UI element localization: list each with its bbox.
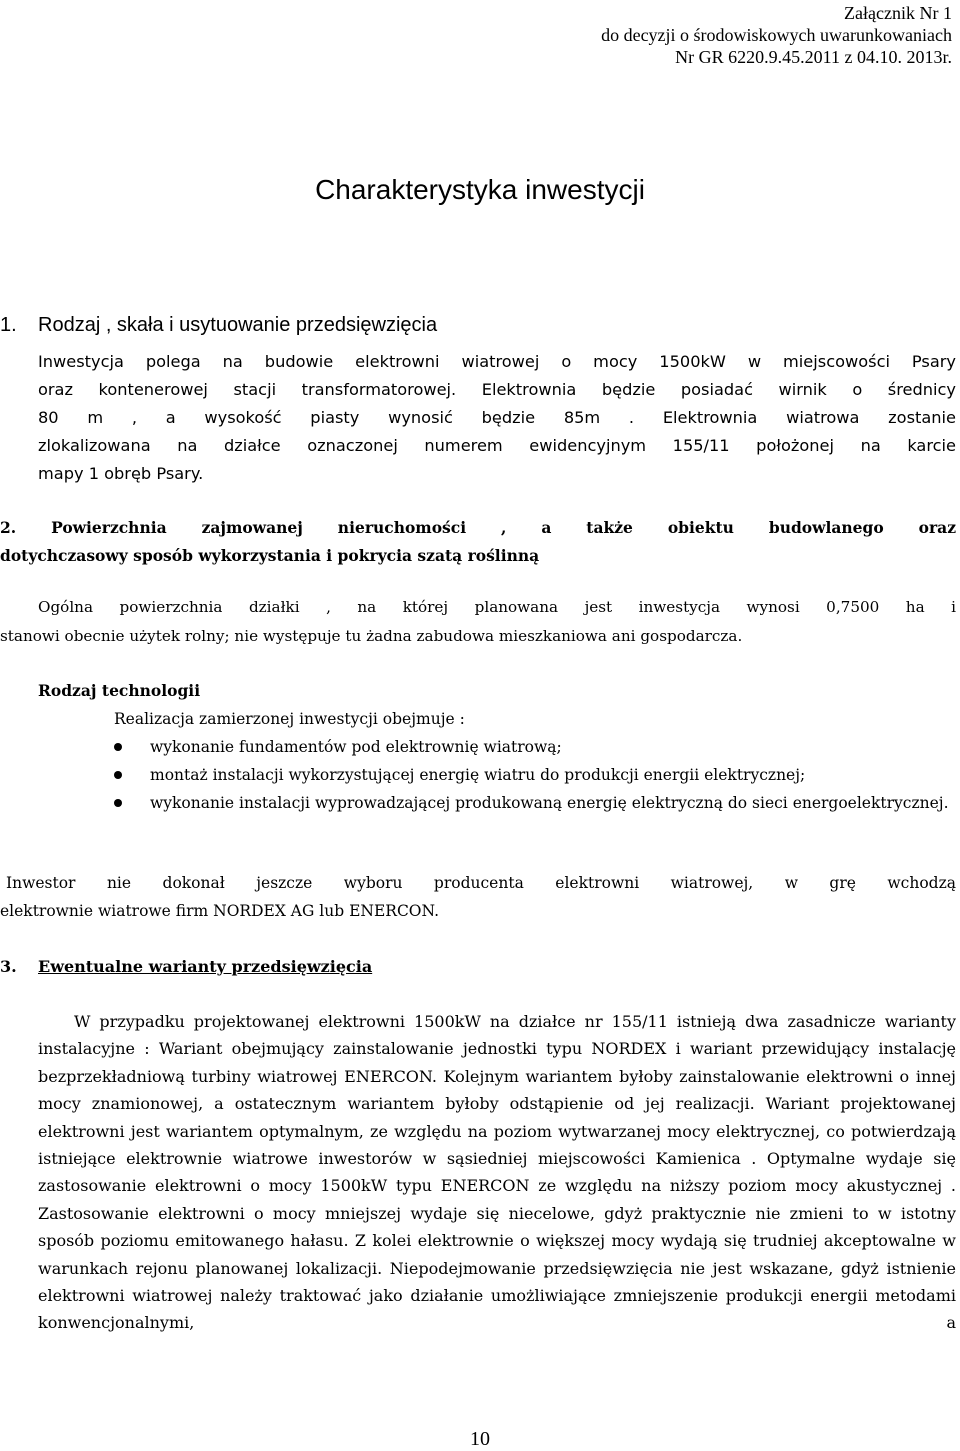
technology-intro: Realizacja zamierzonej inwestycji obejmuje :	[114, 710, 465, 728]
investor-line: elektrownie wiatrowe firm NORDEX AG lub ENERCON.	[0, 902, 440, 920]
section-1-line: Inwestycja polega na budowie elektrowni wiatrowej o mocy 1500kW w miejscowości Psary	[38, 352, 956, 371]
bullet-icon	[114, 743, 122, 751]
section-1-line: zlokalizowana na działce oznaczonej numerem ewidencyjnym 155/11 położonej na karcie	[38, 436, 956, 455]
technology-heading: Rodzaj technologii	[38, 681, 201, 700]
section-1-line: 80 m , a wysokość piasty wynosić będzie 85m . Elektrownia wiatrowa zostanie	[38, 408, 956, 427]
investor-paragraph	[0, 869, 956, 925]
section-2-line: Ogólna powierzchnia działki , na której planowana jest inwestycja wynosi 0,7500 ha i	[38, 598, 956, 616]
section-3-heading	[0, 953, 372, 981]
section-3-heading-text: Ewentualne warianty przedsięwzięcia	[38, 957, 373, 976]
section-3-text: W przypadku projektowanej elektrowni 1500kW na działce nr 155/11 istnieją dwa zasadnicze warianty instalacyjne : Wariant obejmujący zainstalowanie jednostki typu NORDEX i wariant przewidujący instalację bezprzekładniową turbiny wiatrowej ENERCON. Kolejnym wariantem byłoby zainstalowanie elektrowni o innej mocy znamionowej, a ostatecznym wariantem byłoby odstąpienie od jej realizacji. Wariant projektowanej elektrowni jest wariantem optymalnym, ze względu na poziom wytwarzanej mocy elektrycznej, co potwierdzają istniejące elektrownie wiatrowe inwestorów w sąsiedniej miejscowości Kamienica . Optymalne wydaje się zastosowanie elektrowni o mocy 1500kW typu ENERCON ze względu na niższy poziom mocy akustycznej . Zastosowanie elektrowni o mocy mniejszej wydaje się niecelowe, gdyż praktycznie nie zmieni to w istotny sposób poziomu emitowanego hałasu. Z kolei elektrownie o większej mocy wydają się trudniej akceptowalne w warunkach rejonu planowanej lokalizacji. Niepodejmowanie przedsięwzięcia nie jest wskazane, gdyż istnienie elektrowni wiatrowej należy traktować jako działanie umożliwiające zmniejszenie produkcji energii metodami konwencjonalnymi, a	[38, 1012, 956, 1333]
technology-bullet-list	[112, 733, 958, 817]
investor-line: Inwestor nie dokonał jeszcze wyboru producenta elektrowni wiatrowej, w grę wchodzą	[6, 874, 956, 892]
section-2-paragraph	[0, 593, 956, 651]
section-2-line: stanowi obecnie użytek rolny; nie występuje tu żadna zabudowa mieszkaniowa ani gospodarcza.	[0, 627, 743, 645]
bullet-icon	[114, 799, 122, 807]
list-item	[112, 789, 958, 817]
page-number: 10	[470, 1428, 490, 1450]
list-item	[112, 761, 958, 789]
bullet-icon	[114, 771, 122, 779]
section-2-heading-line: 2. Powierzchnia zajmowanej nieruchomości , a także obiektu budowlanego oraz	[0, 518, 956, 537]
section-1-line: oraz kontenerowej stacji transformatorowej. Elektrownia będzie posiadać wirnik o średnicy	[38, 380, 956, 399]
section-2-heading	[0, 514, 956, 570]
list-item-text: wykonanie instalacji wyprowadzającej produkowaną energię elektryczną do sieci energoelektrycznej.	[150, 794, 949, 812]
section-3-number: 3.	[0, 957, 17, 976]
section-1-paragraph	[38, 348, 956, 488]
header-line-3: Nr GR 6220.9.45.2011 z 04.10. 2013r.	[675, 47, 952, 67]
page-title: Charakterystyka inwestycji	[315, 174, 645, 205]
section-1-number: 1.	[0, 314, 17, 336]
section-3-paragraph	[38, 1008, 956, 1337]
list-item-text: montaż instalacji wykorzystującej energię wiatru do produkcji energii elektrycznej;	[150, 766, 806, 784]
list-item-text: wykonanie fundamentów pod elektrownię wiatrową;	[150, 738, 562, 756]
section-1-line: mapy 1 obręb Psary.	[38, 464, 204, 483]
header-line-1: Załącznik Nr 1	[844, 3, 952, 23]
attachment-header	[601, 2, 952, 68]
list-item	[112, 733, 958, 761]
header-line-2: do decyzji o środowiskowych uwarunkowaniach	[601, 25, 952, 45]
section-2-heading-line: dotychczasowy sposób wykorzystania i pokrycia szatą roślinną	[0, 546, 540, 565]
section-1-heading-text: Rodzaj , skała i usytuowanie przedsięwzięcia	[38, 314, 438, 336]
section-1-heading	[0, 312, 437, 338]
